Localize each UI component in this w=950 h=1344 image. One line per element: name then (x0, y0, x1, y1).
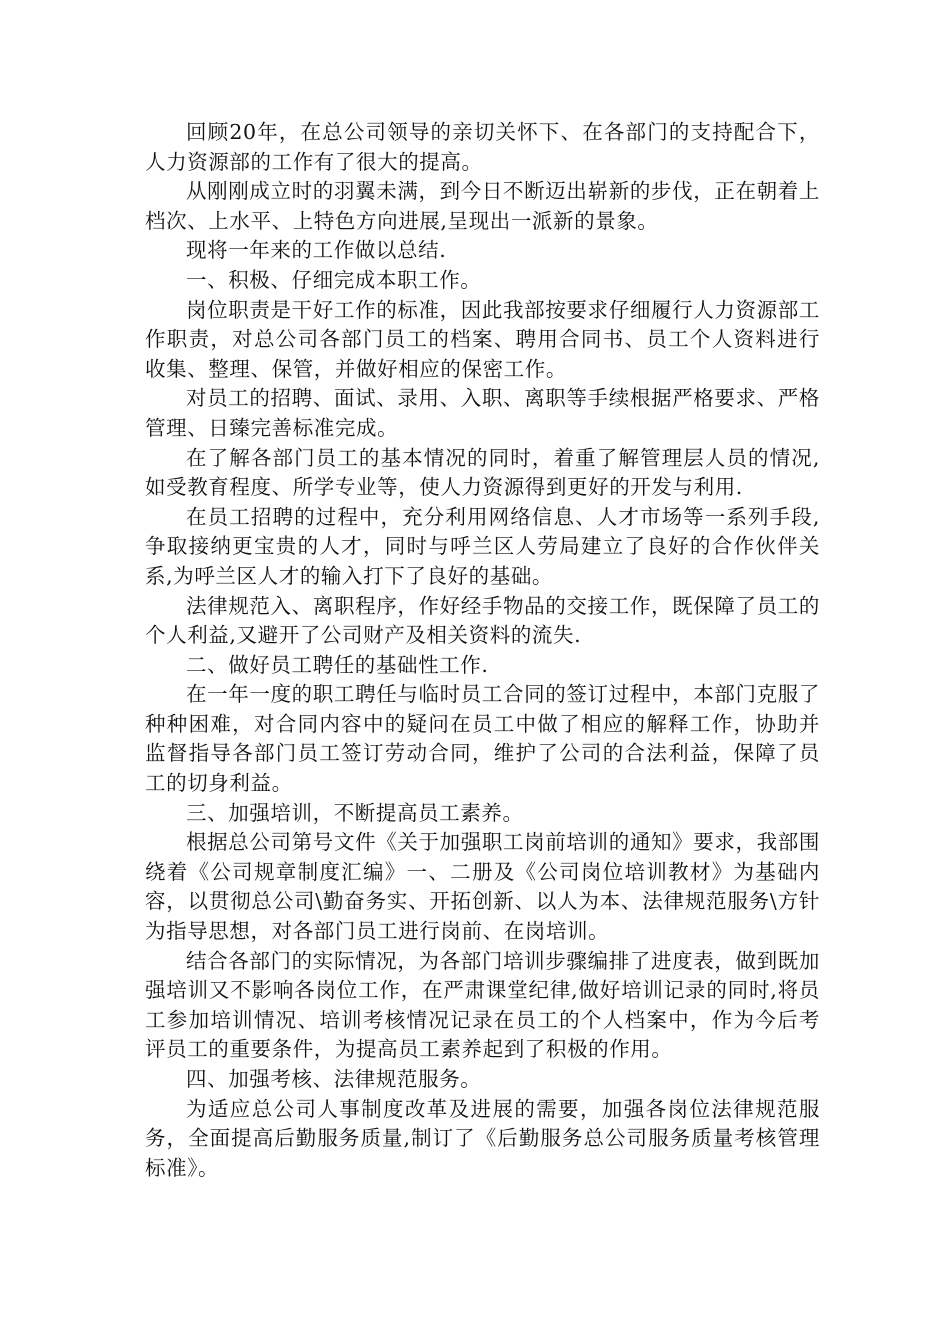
paragraph-hiring-procedures: 对员工的招聘、面试、录用、入职、离职等手续根据严格要求、严格管理、日臻完善标准完成。 (145, 386, 820, 440)
document-body (145, 118, 820, 1183)
paragraph-intro: 回顾20年，在总公司领导的亲切关怀下、在各部门的支持配合下，人力资源部的工作有了很大的提高。 (145, 120, 820, 174)
paragraph-onboarding: 法律规范入、离职程序，作好经手物品的交接工作，既保障了员工的个人利益,又避开了公司财产及相关资料的流失. (145, 593, 820, 648)
paragraph-training-schedule: 结合各部门的实际情况，为各部门培训步骤编排了进度表，做到既加强培训又不影响各岗位工作，在严肃课堂纪律,做好培训记录的同时,将员工参加培训情况、培训考核情况记录在员工的个人档案中，作为今后考评员工的重要条件，为提高员工素养起到了积极的作用。 (145, 948, 820, 1062)
section-heading-3: 三、加强培训，不断提高员工素养。 (186, 800, 524, 825)
section-heading-2: 二、做好员工聘任的基础性工作. (186, 652, 489, 677)
section-heading-1: 一、积极、仔细完成本职工作。 (186, 267, 482, 292)
paragraph-progress: 从刚刚成立时的羽翼未满，到今日不断迈出崭新的步伐，正在朝着上档次、上水平、上特色方向进展,呈现出一派新的景象。 (145, 179, 820, 233)
paragraph-summary-lead: 现将一年来的工作做以总结. (186, 238, 447, 263)
paragraph-recruitment: 在员工招聘的过程中，充分利用网络信息、人才市场等一系列手段,争取接纳更宝贵的人才，同时与呼兰区人劳局建立了良好的合作伙伴关系,为呼兰区人才的输入打下了良好的基础。 (145, 504, 820, 588)
paragraph-contracts: 在一年一度的职工聘任与临时员工合同的签订过程中，本部门克服了种种困难，对合同内容中的疑问在员工中做了相应的解释工作，协助并监督指导各部门员工签订劳动合同，维护了公司的合法利益，保障了员工的切身利益。 (145, 682, 820, 796)
paragraph-assessment: 为适应总公司人事制度改革及进展的需要，加强各岗位法律规范服务，全面提高后勤服务质量,制订了《后勤服务总公司服务质量考核管理标准》。 (145, 1096, 820, 1180)
section-heading-4: 四、加强考核、法律规范服务。 (186, 1067, 482, 1091)
paragraph-staff-info: 在了解各部门员工的基本情况的同时，着重了解管理层人员的情况,如受教育程度、所学专业等，使人力资源得到更好的开发与利用. (145, 445, 820, 500)
paragraph-training-basis: 根据总公司第号文件《关于加强职工岗前培训的通知》要求，我部围绕着《公司规章制度汇编》一、二册及《公司岗位培训教材》为基础内容，以贯彻总公司\勤奋务实、开拓创新、以人为本、法律规范服务\方针为指导思想，对各部门员工进行岗前、在岗培训。 (145, 830, 820, 944)
paragraph-duties: 岗位职责是干好工作的标准，因此我部按要求仔细履行人力资源部工作职责，对总公司各部门员工的档案、聘用合同书、员工个人资料进行收集、整理、保管，并做好相应的保密工作。 (145, 297, 820, 381)
